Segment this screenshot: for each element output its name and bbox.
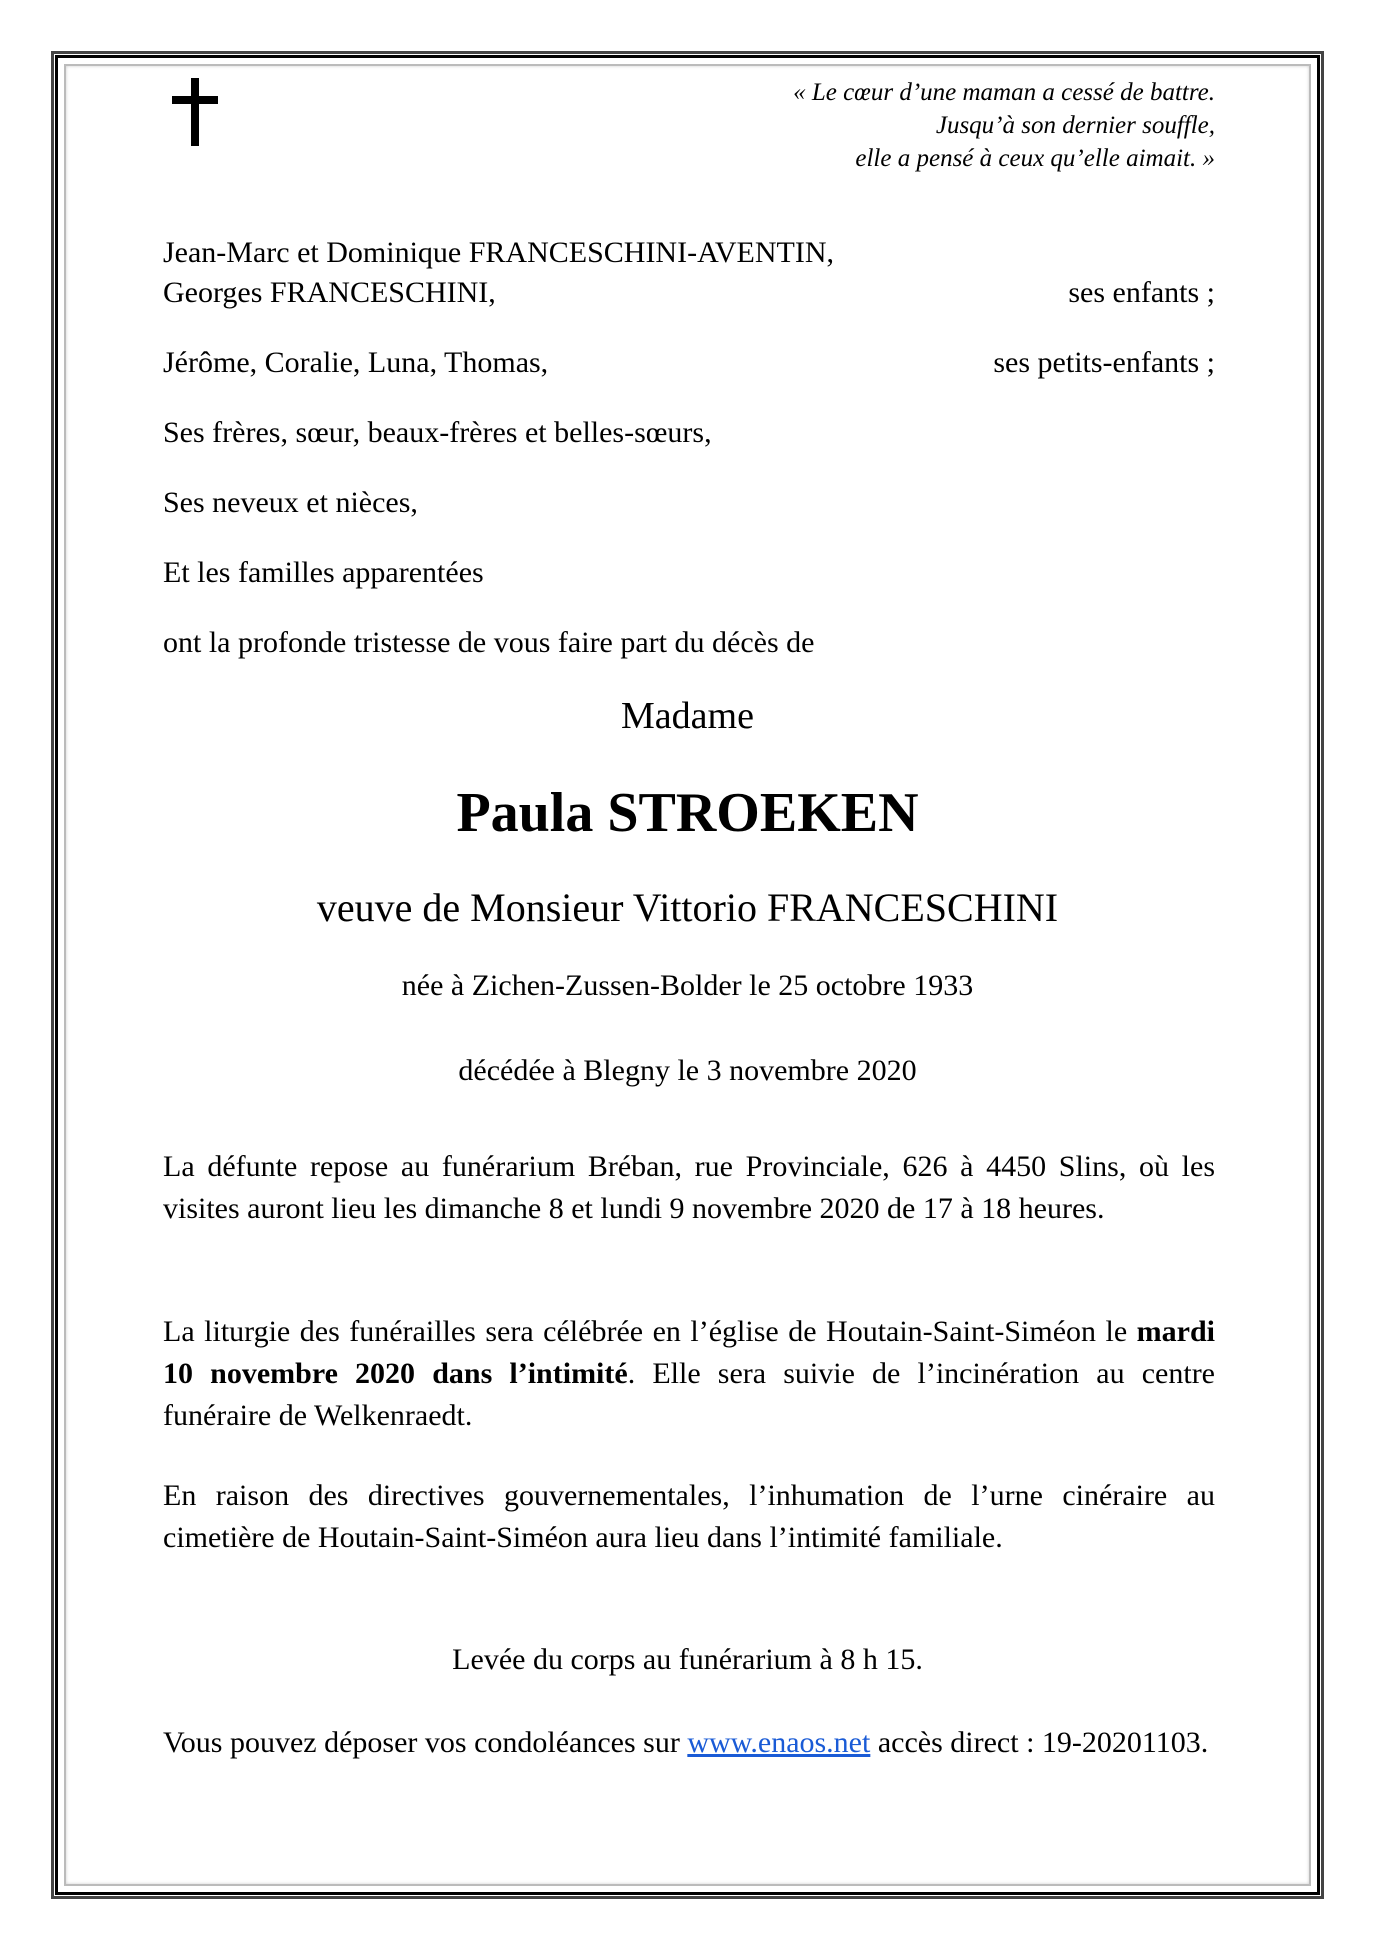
grandchildren-line bbox=[163, 343, 1215, 383]
families-line: Et les familles apparentées bbox=[163, 556, 484, 589]
quote-line-2: Jusqu’à son dernier souffle, bbox=[935, 112, 1215, 139]
children-role: ses enfants ; bbox=[1068, 276, 1215, 309]
deceased-title: Madame bbox=[621, 695, 754, 737]
siblings-line: Ses frères, sœur, beaux-frères et belles-sœurs, bbox=[163, 416, 712, 449]
grandchildren-names: Jérôme, Coralie, Luna, Thomas, bbox=[163, 346, 549, 379]
liturgy-paragraph bbox=[163, 1311, 1215, 1437]
condolences-link[interactable]: www.enaos.net bbox=[687, 1726, 871, 1759]
liturgy-text-after: . Elle sera suivie de l’incinération au centre funéraire de Welkenraedt. bbox=[163, 1357, 1215, 1432]
birth-line: née à Zichen-Zussen-Bolder le 25 octobre 1933 bbox=[401, 969, 974, 1002]
children-line-2 bbox=[163, 273, 1215, 313]
visitation-paragraph: La défunte repose au funérarium Bréban, rue Provinciale, 626 à 4450 Slins, où les visites auront lieu les dimanche 8 et lundi 9 novembre 2020 de 17 à 18 heures. bbox=[163, 1150, 1215, 1225]
nephews-line: Ses neveux et nièces, bbox=[163, 486, 418, 519]
condolences-text-before: Vous pouvez déposer vos condoléances sur bbox=[163, 1726, 688, 1759]
announcement-line: ont la profonde tristesse de vous faire part du décès de bbox=[163, 626, 815, 659]
condolences-text-after: accès direct : 19-20201103. bbox=[870, 1726, 1209, 1759]
children-name: Georges FRANCESCHINI, bbox=[163, 276, 496, 309]
liturgy-text-before: La liturgie des funérailles sera célébrée en l’église de Houtain-Saint-Siméon le bbox=[163, 1315, 1137, 1348]
inhumation-paragraph: En raison des directives gouvernementales, l’inhumation de l’urne cinéraire au cimetière de Houtain-Saint-Siméon aura lieu dans l’intimité familiale. bbox=[163, 1479, 1215, 1554]
cross-icon bbox=[172, 78, 218, 146]
liturgy-date: mardi 10 novembre 2020 dans l’intimité bbox=[163, 1315, 1215, 1390]
death-line: décédée à Blegny le 3 novembre 2020 bbox=[458, 1054, 917, 1087]
grandchildren-role: ses petits-enfants ; bbox=[993, 346, 1215, 379]
condolences-paragraph bbox=[163, 1722, 1215, 1764]
deceased-name: Paula STROEKEN bbox=[456, 782, 919, 844]
epigraph-quote bbox=[793, 76, 1215, 175]
widow-of-line: veuve de Monsieur Vittorio FRANCESCHINI bbox=[316, 885, 1059, 930]
levee-line: Levée du corps au funérarium à 8 h 15. bbox=[452, 1643, 923, 1676]
quote-line-3: elle a pensé à ceux qu’elle aimait. » bbox=[855, 145, 1215, 172]
quote-line-1: « Le cœur d’une maman a cessé de battre. bbox=[793, 79, 1215, 106]
children-line-1: Jean-Marc et Dominique FRANCESCHINI-AVENTIN, bbox=[163, 236, 835, 269]
